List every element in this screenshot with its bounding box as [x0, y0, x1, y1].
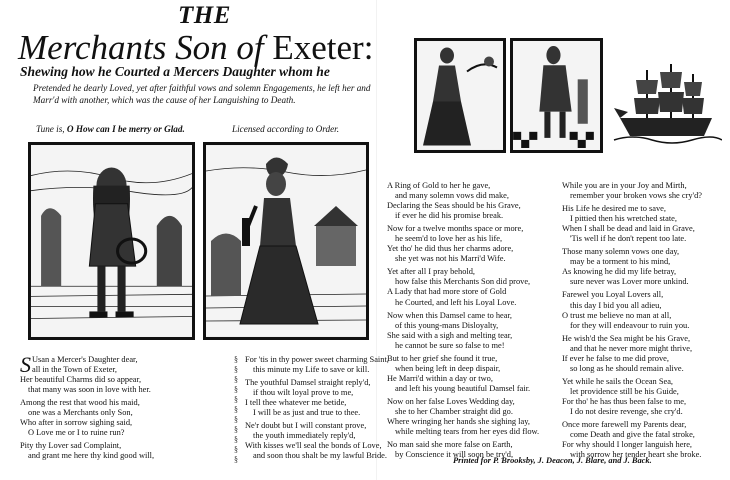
verse-line: she to her Chamber straight did go.	[395, 406, 513, 416]
verse-line: If ever he false to me did prove,	[562, 353, 669, 363]
stanza	[387, 311, 562, 351]
gentleman-woodcut-art	[31, 145, 192, 337]
verse-column-2	[245, 355, 389, 464]
verse-line: I will be as just and true to thee.	[253, 408, 361, 418]
stanza	[20, 398, 225, 438]
title-main-part2: Exeter:	[272, 28, 374, 67]
verse-line: Once more farewell my Parents dear,	[562, 420, 687, 430]
verse-line: He Marri'd within a day or two,	[387, 373, 493, 383]
ornament-border: § § § § § § § § § § §	[234, 355, 238, 465]
verse-line: let providence still be his Guide,	[570, 386, 679, 396]
couple-woodcut-art	[417, 41, 503, 150]
verse-line: one was a Merchants only Son,	[28, 408, 133, 418]
verse-line: I do not desire revenge, she cry'd.	[570, 406, 683, 416]
verse-line: For why should I longer languish here,	[562, 440, 693, 450]
tune-name: O How can I be merry or Glad.	[66, 124, 185, 134]
verse-line: with sorrow her tender heart she broke.	[570, 450, 702, 460]
licensed-line: Licensed according to Order.	[232, 124, 339, 134]
verse-line: I pittied then his wretched state,	[570, 214, 677, 224]
verse-line: O trust me believe no man at all,	[562, 310, 672, 320]
stanza	[245, 421, 385, 461]
verse-line: if thou wilt loyal prove to me,	[253, 388, 354, 398]
woodcut-lady	[203, 142, 369, 340]
stanza	[387, 267, 562, 307]
verse-line: of this young-mans Disloyalty,	[395, 320, 499, 330]
verse-line: come Death and give the fatal stroke,	[570, 430, 695, 440]
verse-line: and left his young beautiful Damsel fair.	[395, 383, 531, 393]
verse-line: As knowing he did my life betray,	[562, 267, 677, 277]
stanza	[562, 247, 727, 287]
verse-line: Where wringing her hands she sighing lay,	[387, 417, 530, 427]
tune-line	[36, 124, 185, 134]
verse-line: Those many solemn vows one day,	[562, 247, 680, 257]
verse-line: so long as he should remain alive.	[570, 363, 684, 373]
verse-line: he Courted, and left his Loyal Love.	[395, 297, 517, 307]
verse-line: he cannot be sure so false to me!	[395, 340, 505, 350]
title-main-part1: Merchants Son of	[18, 28, 273, 67]
description: Pretended he dearly Loved, yet after faithful vows and solemn Engagements, he left her and Marr'd with another, which was the cause of her Languishing to Death.	[33, 83, 371, 105]
title-the: THE	[178, 2, 231, 29]
stanza	[562, 290, 727, 330]
verse-line: Yet tho' he did thus her charms adore,	[387, 244, 514, 254]
man-woodcut-art	[513, 41, 600, 150]
verse-line: for they will endeavour to ruin you.	[570, 320, 690, 330]
verse-line: When I shall be dead and laid in Grave,	[562, 224, 695, 234]
verse-line: Pity thy Lover sad Complaint,	[20, 441, 122, 451]
verse-line: remember your broken vows she cry'd?	[570, 191, 702, 201]
verse-line: No man said she more false on Earth,	[387, 440, 513, 450]
verse-line: With kisses we'll seal the bonds of Love,	[245, 441, 382, 451]
verse-line: may be a torment to his mind,	[570, 257, 671, 267]
printer-imprint: Printed for P. Brooksby, J. Deacon, J. Blare, and J. Back.	[453, 456, 652, 465]
verse-line: this minute my Life to save or kill.	[253, 365, 370, 375]
drop-cap: S	[20, 352, 31, 377]
verse-line: how false this Merchants Son did prove,	[395, 277, 531, 287]
verse-column-1	[20, 352, 225, 464]
verse-line: this day I bid you all adieu,	[570, 300, 662, 310]
verse-line: He wish'd the Sea might be his Grave,	[562, 333, 691, 343]
stanza	[562, 377, 727, 417]
verse-line: by Conscience it will soon be try'd,	[395, 450, 514, 460]
verse-line: all in the Town of Exeter,	[32, 365, 117, 375]
verse-line: Her beautiful Charms did so appear,	[20, 375, 142, 385]
verse-line: and grant me here thy kind good will,	[28, 451, 155, 461]
stanza	[562, 334, 727, 374]
verse-line: Yet after all I pray behold,	[387, 267, 475, 277]
verse-column-3	[387, 181, 562, 463]
verse-line: that many was soon in love with her.	[28, 385, 151, 395]
stanza	[562, 420, 727, 460]
verse-line: A Ring of Gold to her he gave,	[387, 181, 491, 190]
verse-line: Farewel you Loyal Lovers all,	[562, 290, 664, 300]
verse-line: While you are in your Joy and Mirth,	[562, 181, 687, 190]
tune-prefix: Tune is,	[36, 124, 67, 134]
stanza	[245, 355, 389, 375]
woodcut-man	[510, 38, 603, 153]
verse-line: he seem'd to love her as his life,	[395, 234, 503, 244]
stanza	[387, 224, 562, 264]
verse-line: and many solemn vows did make,	[395, 191, 509, 201]
verse-line: Now for a twelve months space or more,	[387, 224, 524, 234]
stanza	[245, 378, 385, 418]
woodcut-couple	[414, 38, 506, 153]
verse-line: sure never was Lover more unkind.	[570, 277, 689, 287]
stanza	[562, 204, 727, 244]
verse-line: Declaring the Seas should be his Grave,	[387, 201, 521, 211]
verse-line: Now on her false Loves Wedding day,	[387, 396, 515, 406]
stanza	[387, 181, 562, 221]
verse-line: and that he never more might thrive,	[570, 343, 693, 353]
verse-line: O Love me or I to ruine run?	[28, 428, 125, 438]
ship-woodcut-art	[612, 60, 722, 146]
woodcut-gentleman	[28, 142, 195, 340]
verse-line: She said with a sigh and melting tear,	[387, 330, 513, 340]
verse-line: Usan a Mercer's Daughter dear,	[32, 355, 138, 364]
verse-line: and soon thou shalt be my lawful Bride.	[253, 451, 387, 461]
page-title	[18, 28, 373, 68]
verse-line: she yet was not his Marri'd Wife.	[395, 254, 506, 264]
stanza	[20, 441, 225, 461]
verse-line: when being left in deep dispair,	[395, 363, 501, 373]
verse-column-4	[562, 181, 727, 463]
verse-line: Yet while he sails the Ocean Sea,	[562, 376, 674, 386]
verse-line: 'Tis well if he don't repent too late.	[570, 234, 687, 244]
verse-line: Who after in sorrow sighing said,	[20, 418, 133, 428]
verse-line: But to her grief she found it true,	[387, 353, 498, 363]
verse-line: if ever he did his promise break.	[395, 211, 504, 221]
lady-woodcut-art	[206, 145, 366, 337]
verse-line: For 'tis in thy power sweet charming Saint,	[245, 355, 389, 364]
verse-line: A Lady that had more store of Gold	[387, 287, 507, 297]
verse-line: Among the rest that wood his maid,	[20, 398, 140, 408]
verse-line: Ne'r doubt but I will constant prove,	[245, 421, 367, 431]
stanza	[20, 352, 225, 395]
verse-line: I tell thee whatever me betide,	[245, 398, 347, 408]
woodcut-ship	[612, 60, 722, 146]
subtitle: Shewing how he Courted a Mercers Daughter whom he	[20, 64, 330, 79]
verse-line: the youth immediately reply'd,	[253, 431, 356, 441]
stanza	[562, 181, 727, 201]
stanza	[387, 354, 562, 394]
verse-line: while melting tears from her eyes did flow.	[395, 427, 540, 437]
verse-line: The youthful Damsel straight reply'd,	[245, 378, 371, 388]
verse-line: His Life he desired me to save,	[562, 204, 666, 214]
stanza	[387, 397, 562, 437]
verse-line: Now when this Damsel came to hear,	[387, 310, 513, 320]
verse-line: For tho' he has thus been false to me,	[562, 396, 687, 406]
